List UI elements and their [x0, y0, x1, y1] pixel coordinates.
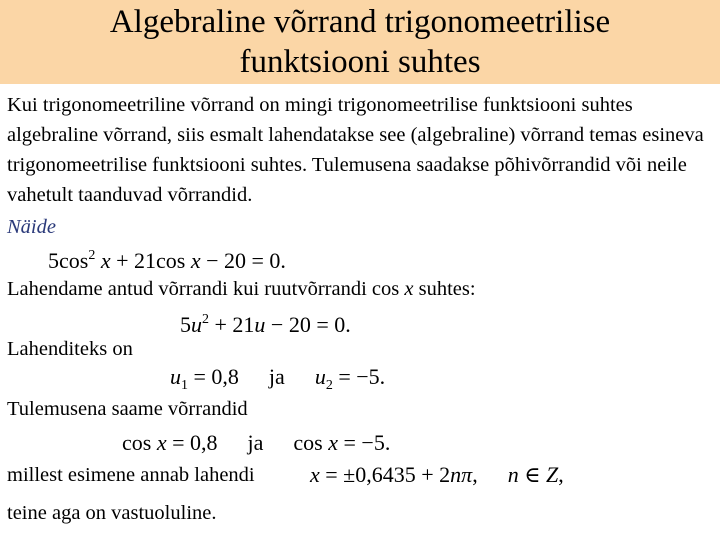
step1-text-after: suhtes:: [413, 278, 476, 300]
result-connector: ja: [247, 430, 264, 455]
first-solution-label: millest esimene annab lahendi: [7, 464, 255, 486]
sol-integers: Z: [545, 462, 559, 487]
step1-var: x: [404, 278, 414, 300]
u1-value: = 0,8: [188, 364, 239, 389]
result-eq1-val: = 0,8: [166, 430, 218, 455]
result-equations: [122, 430, 390, 456]
solutions-label: Lahenditeks on: [7, 338, 133, 360]
u1-sub: 1: [181, 378, 188, 393]
quad-power: 2: [202, 312, 209, 327]
page-title-line-2: funktsiooni suhtes: [239, 44, 481, 80]
result-eq2-val: = −5.: [338, 430, 391, 455]
eq-term: + 21: [110, 248, 157, 273]
eq-var-2: x: [190, 248, 201, 273]
quadratic-equation: [180, 312, 351, 338]
sol-n2: n: [507, 462, 519, 487]
sol-member: ∈: [518, 462, 546, 487]
quad-var: u: [191, 312, 202, 337]
solutions-equation: [170, 364, 386, 393]
sol-comma-2: ,: [558, 462, 564, 487]
result-eq2-var: x: [328, 430, 338, 455]
result-eq2-fn: cos: [293, 430, 329, 455]
eq-var: x: [100, 248, 111, 273]
eq-fn-cos: cos: [59, 248, 89, 273]
eq-power: 2: [88, 248, 96, 263]
u2-value: = −5.: [332, 364, 386, 389]
quad-coef: 5: [180, 312, 191, 337]
quad-rest: − 20 = 0.: [265, 312, 351, 337]
result-eq1-fn: cos: [122, 430, 157, 455]
eq-coef: 5: [48, 248, 59, 273]
title-bar: [0, 0, 720, 84]
page-title-line-1: Algebraline võrrand trigonomeetrilise: [109, 4, 611, 40]
intro-paragraph: Kui trigonomeetriline võrrand on mingi trigonomeetrilise funktsiooni suhtes algebraline võrrand, siis esmalt lahendatakse see (algebraline) võrrand temas esineva trigonomeetrilise funktsiooni suhtes. Tulemusena saadakse põhivõrrandid või neile vahetult taanduvad võrrandid.: [7, 94, 704, 206]
quad-var-2: u: [254, 312, 266, 337]
sol-pi: π: [461, 462, 473, 487]
eq-rest: − 20 = 0.: [200, 248, 286, 273]
result-label: Tulemusena saame võrrandid: [7, 398, 248, 420]
example-label: Näide: [7, 216, 56, 238]
u2-var: u: [314, 364, 326, 389]
u2-sub: 2: [325, 378, 333, 393]
sol-var: x: [310, 462, 320, 487]
u1-var: u: [170, 364, 181, 389]
original-equation: [48, 248, 286, 274]
first-solution-equation: [310, 462, 564, 488]
quad-mid: + 21: [209, 312, 255, 337]
second-note: teine aga on vastuoluline.: [7, 502, 217, 524]
step1-text-before: Lahendame antud võrrandi kui ruutvõrrandi cos: [7, 278, 405, 300]
result-eq1-var: x: [156, 430, 167, 455]
sol-expr: = ±0,6435 + 2: [319, 462, 451, 487]
solutions-connector: ja: [268, 364, 285, 389]
sol-comma: ,: [472, 462, 478, 487]
sol-n: n: [450, 462, 462, 487]
eq-fn-cos-2: cos: [156, 248, 186, 273]
step1-line: [7, 278, 476, 301]
